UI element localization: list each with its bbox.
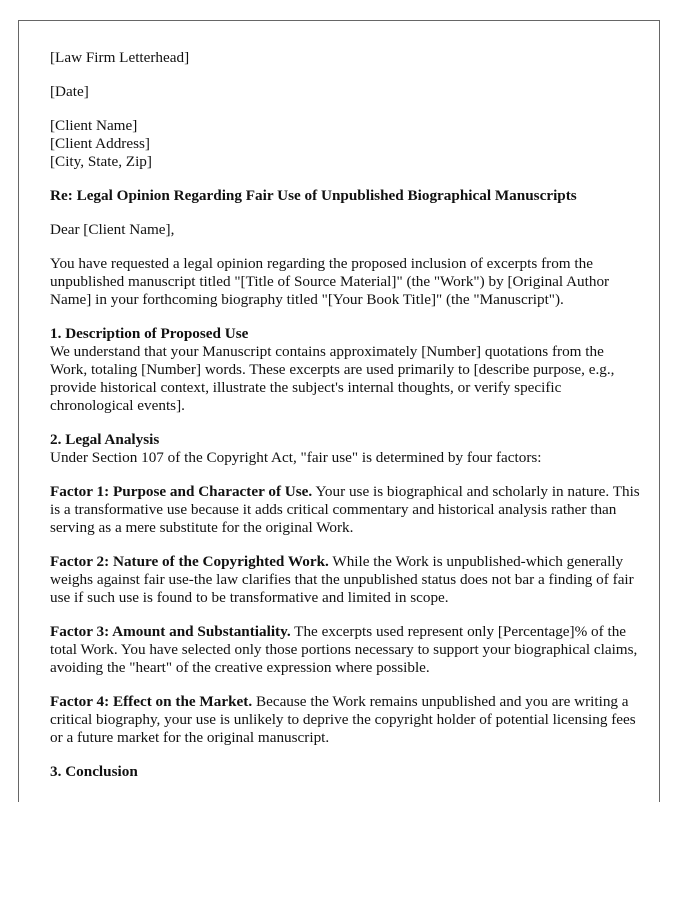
factor-title: Factor 2: Nature of the Copyrighted Work. xyxy=(50,553,329,570)
salutation: Dear [Client Name], xyxy=(50,221,175,238)
factor-3-paragraph xyxy=(50,623,640,677)
letterhead: [Law Firm Letterhead] xyxy=(50,49,190,66)
factor-text: While the Work is unpublished-which generally weighs against fair use-the law clarifies that the unpublished status does not bar a finding of fair use if such use is found to be transformative and limited in scope. xyxy=(50,553,634,606)
intro-paragraph: You have requested a legal opinion regarding the proposed inclusion of excerpts from the unpublished manuscript titled "[Title of Source Material]" (the "Work") by [Original Author Name] in your forthcoming biography titled "[Your Book Title]" (the "Manuscript"). xyxy=(50,255,610,308)
section-body: Under Section 107 of the Copyright Act, "fair use" is determined by four factors: xyxy=(50,449,542,466)
section-conclusion-heading: 3. Conclusion xyxy=(50,763,138,780)
factor-text: Your use is biographical and scholarly in nature. This is a transformative use because it adds critical commentary and historical analysis rather than serving as a mere substitute for the original Work. xyxy=(50,483,640,536)
client-city: [City, State, Zip] xyxy=(50,153,152,170)
section-heading: 2. Legal Analysis xyxy=(50,431,160,448)
factor-title: Factor 4: Effect on the Market. xyxy=(50,693,253,710)
section-description xyxy=(50,325,640,415)
factor-text: Because the Work remains unpublished and you are writing a critical biography, your use is unlikely to deprive the copyright holder of potential licensing fees or a future market for the original manuscript. xyxy=(50,693,636,746)
section-heading: 1. Description of Proposed Use xyxy=(50,325,249,342)
letter-body xyxy=(50,49,640,781)
factor-text: The excerpts used represent only [Percentage]% of the total Work. You have selected only those portions necessary to support your biographical claims, avoiding the "heart" of the creative expression where possible. xyxy=(50,623,638,676)
re-line: Re: Legal Opinion Regarding Fair Use of Unpublished Biographical Manuscripts xyxy=(50,187,577,204)
section-legal-analysis xyxy=(50,431,640,467)
section-body: We understand that your Manuscript contains approximately [Number] quotations from the Work, totaling [Number] words. These excerpts are used primarily to [describe purpose, e.g., provide historical context, illustrate the subject's internal thoughts, or verify specific chronological events]. xyxy=(50,343,615,414)
letter-page xyxy=(18,20,660,802)
factor-title: Factor 3: Amount and Substantiality. xyxy=(50,623,291,640)
client-address: [Client Address] xyxy=(50,135,150,152)
date-line: [Date] xyxy=(50,83,89,100)
factor-4-paragraph xyxy=(50,693,640,747)
factor-title: Factor 1: Purpose and Character of Use. xyxy=(50,483,313,500)
client-name: [Client Name] xyxy=(50,117,138,134)
factor-1-paragraph xyxy=(50,483,640,537)
factor-2-paragraph xyxy=(50,553,640,607)
client-address-block xyxy=(50,117,640,171)
